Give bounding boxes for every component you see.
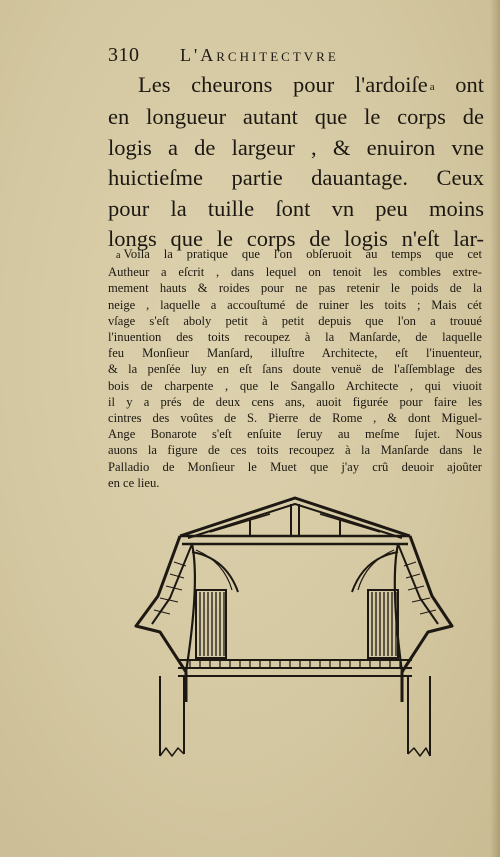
note-line-4: neige , laquelle a accouſtumé de ruiner les toits ; Mais cét [108,297,482,312]
note-line-10: il y a prés de deux cens ans, auoit figurée pour faire les [108,394,482,409]
floor-joists [190,660,400,668]
note-line-13: auons la figure de ces toits recoupez à la Manſarde dans le [108,443,482,458]
note-line-8: & la penſée luy en eſt ſans doute venuë de l'aſſemblage des [108,362,482,377]
note-marker: a [116,250,121,261]
note-line-2: Autheur a eſcrit , dans lequel on tenoit les combles extre- [108,265,482,280]
floor-beam [178,660,412,676]
annotation-note [108,246,482,491]
note-line-9: bois de charpente , que le Sangallo Architecte , qui viuoit [108,378,482,393]
right-window [368,590,398,658]
main-line-5: pour la tuille ſont vn peu moins [108,195,484,221]
note-line-15: en ce lieu. [108,475,160,490]
right-lower-slope [402,536,452,702]
note-line-3: mement hauts & roides pour ne pas retenir le poids de la [108,281,482,296]
note-line-7: feu Monſieur Manſard, illuſtre Architecte, eſt l'inuenteur, [108,346,482,361]
page-edge-shadow [490,0,500,857]
note-line-5: vſage s'eſt aboly petit à petit depuis que l'on a trouué [108,313,482,328]
running-title: L'Architectvre [180,45,339,65]
king-post [291,504,299,536]
main-line-1: Les cheurons pour l'ardoiſe a ont [138,72,484,97]
note-line-6: l'inuention des toits recoupez à la Manſarde, de laquelle [108,330,482,345]
note-line-14: Palladio de Monſieur le Muet que j'ay crû deuoir ajoûter [108,459,482,474]
main-line-3: logis a de largeur , & enuiron vne [108,134,484,160]
note-reference-mark[interactable]: a [429,80,435,93]
mansard-roof-woodcut [130,492,455,764]
note-line-12: Ange Bonarote s'eſt enſuite ſeruy au meſme ſujet. Nous [108,427,482,442]
page-number: 310 [108,44,140,66]
note-line-1: a Voila la pratique que l'on obſeruoit au temps que cet [116,247,482,261]
main-line-6: longs que le corps de logis n'eſt lar- [108,226,484,252]
running-head [108,44,408,70]
note-line-11: cintres des voûtes de S. Pierre de Rome , & dont Miguel- [108,411,482,426]
main-paragraph [108,70,484,255]
main-line-2: en longueur autant que le corps de [108,104,484,130]
right-wall [408,676,430,756]
left-window [196,590,226,658]
collar-beam [180,536,410,544]
left-wall [160,676,184,756]
main-line-4: huictieſme partie dauantage. Ceux [108,165,484,191]
